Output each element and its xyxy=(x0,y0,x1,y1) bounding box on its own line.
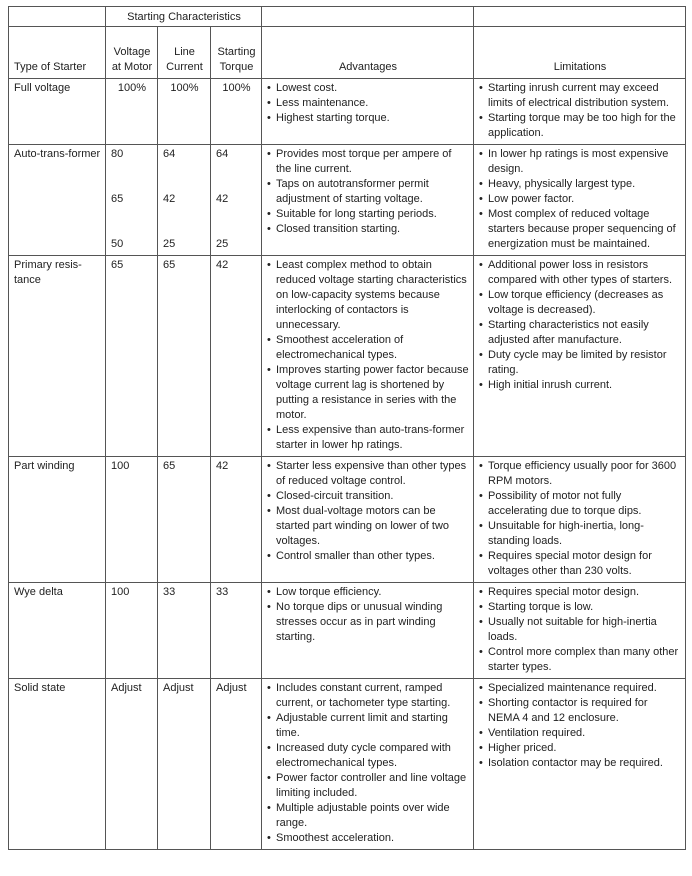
table-row-full-voltage xyxy=(9,79,686,145)
advantage-item: • Adjustable current limit and starting time. xyxy=(267,711,469,741)
voltage-at-motor-header: Voltage at Motor xyxy=(106,27,158,79)
advantage-item: • Smoothest acceleration. xyxy=(267,831,469,846)
advantage-item: • Starter less expensive than other types of reduced voltage control. xyxy=(267,459,469,489)
advantages-list xyxy=(267,459,469,564)
starting-torque-value: 42 xyxy=(216,460,229,472)
limitation-item: • Torque efficiency usually poor for 3600 RPM motors. xyxy=(479,459,681,489)
limitation-item: • Heavy, physically largest type. xyxy=(479,177,681,192)
table-row-wye-delta xyxy=(9,583,686,679)
voltage-value: 100 xyxy=(111,460,130,472)
table-row-solid-state xyxy=(9,679,686,850)
limitation-item: • Ventilation required. xyxy=(479,726,681,741)
advantage-item: • Control smaller than other types. xyxy=(267,549,469,564)
line-current-value: 25 xyxy=(163,238,176,250)
advantages-list xyxy=(267,147,469,237)
limitations-cell xyxy=(474,679,686,850)
advantage-item: • No torque dips or unusual winding stresses occur as in part winding starting. xyxy=(267,600,469,645)
starting-torque-value: 25 xyxy=(216,238,229,250)
starting-torque-value: 42 xyxy=(216,259,229,271)
voltage-cell xyxy=(106,583,158,679)
limitations-cell xyxy=(474,457,686,583)
line-current-header: Line Current xyxy=(158,27,211,79)
header-row xyxy=(9,27,686,79)
type-of-starter-header: Type of Starter xyxy=(9,27,106,79)
voltage-value: 65 xyxy=(111,259,124,271)
starting-torque-value: Adjust xyxy=(216,682,247,694)
line-current-cell xyxy=(158,457,211,583)
voltage-value: 80 xyxy=(111,148,124,160)
starting-torque-cell xyxy=(211,679,262,850)
limitations-cell xyxy=(474,256,686,457)
line-current-cell xyxy=(158,679,211,850)
advantage-item: • Multiple adjustable points over wide range. xyxy=(267,801,469,831)
line-current-value: 64 xyxy=(163,148,176,160)
starter-type-cell: Full voltage xyxy=(9,79,106,145)
limitation-item: • Low power factor. xyxy=(479,192,681,207)
advantage-item: • Lowest cost. xyxy=(267,81,469,96)
limitation-item: • Control more complex than many other starter types. xyxy=(479,645,681,675)
voltage-value: 100% xyxy=(117,82,147,94)
header-group-row xyxy=(9,7,686,27)
limitation-item: • High initial inrush current. xyxy=(479,378,681,393)
line-current-value: 65 xyxy=(163,259,176,271)
limitation-item: • Starting inrush current may exceed limits of electrical distribution system. xyxy=(479,81,681,111)
starting-torque-value: 64 xyxy=(216,148,229,160)
advantage-item: • Highest starting torque. xyxy=(267,111,469,126)
limitation-item: • In lower hp ratings is most expensive design. xyxy=(479,147,681,177)
voltage-cell xyxy=(106,457,158,583)
advantage-item: • Provides most torque per ampere of the line current. xyxy=(267,147,469,177)
limitations-list xyxy=(479,459,681,579)
starting-torque-value: 33 xyxy=(216,586,229,598)
starting-torque-cell xyxy=(211,79,262,145)
limitation-item: • Unsuitable for high-inertia, long-standing loads. xyxy=(479,519,681,549)
starter-type-cell: Primary resis-tance xyxy=(9,256,106,457)
limitation-item: • Isolation contactor may be required. xyxy=(479,756,681,771)
header-blank-cell xyxy=(9,7,106,27)
starting-torque-cell xyxy=(211,256,262,457)
table-row-auto-trans-former xyxy=(9,145,686,256)
advantages-list xyxy=(267,258,469,453)
limitations-list xyxy=(479,81,681,141)
limitation-item: • Shorting contactor is required for NEMA 4 and 12 enclosure. xyxy=(479,696,681,726)
line-current-cell xyxy=(158,583,211,679)
advantages-list xyxy=(267,681,469,846)
advantages-cell xyxy=(262,583,474,679)
line-current-value: 42 xyxy=(163,193,176,205)
header-blank-cell xyxy=(474,7,686,27)
voltage-value: 50 xyxy=(111,238,124,250)
voltage-cell xyxy=(106,679,158,850)
advantage-item: • Increased duty cycle compared with electromechanical types. xyxy=(267,741,469,771)
line-current-value: 33 xyxy=(163,586,176,598)
voltage-value: 65 xyxy=(111,193,124,205)
voltage-cell xyxy=(106,145,158,256)
limitation-item: • Starting torque may be too high for the application. xyxy=(479,111,681,141)
limitation-item: • Starting torque is low. xyxy=(479,600,681,615)
advantage-item: • Closed-circuit transition. xyxy=(267,489,469,504)
voltage-cell xyxy=(106,79,158,145)
starting-torque-cell xyxy=(211,583,262,679)
line-current-cell xyxy=(158,256,211,457)
advantages-header: Advantages xyxy=(262,27,474,79)
starting-torque-value: 42 xyxy=(216,193,229,205)
starting-characteristics-heading: Starting Characteristics xyxy=(106,7,262,27)
limitation-item: • Duty cycle may be limited by resistor rating. xyxy=(479,348,681,378)
limitations-header: Limitations xyxy=(474,27,686,79)
starting-torque-cell xyxy=(211,457,262,583)
limitation-item: • Higher priced. xyxy=(479,741,681,756)
advantage-item: • Least complex method to obtain reduced voltage starting characteristics on low-capacity systems because interlocking of contactors is unnecessary. xyxy=(267,258,469,333)
advantage-item: • Smoothest acceleration of electromechanical types. xyxy=(267,333,469,363)
line-current-value: 100% xyxy=(170,82,199,94)
advantages-cell xyxy=(262,79,474,145)
advantages-cell xyxy=(262,679,474,850)
advantage-item: • Improves starting power factor because voltage current lag is shortened by putting a resistance in series with the motor. xyxy=(267,363,469,423)
limitations-list xyxy=(479,258,681,393)
starter-type-cell: Part winding xyxy=(9,457,106,583)
starting-torque-value: 100% xyxy=(222,82,251,94)
advantages-cell xyxy=(262,256,474,457)
table-row-primary-resis-tance xyxy=(9,256,686,457)
line-current-value: 65 xyxy=(163,460,176,472)
voltage-value: Adjust xyxy=(111,682,142,694)
limitation-item: • Usually not suitable for high-inertia loads. xyxy=(479,615,681,645)
header-blank-cell xyxy=(262,7,474,27)
voltage-cell xyxy=(106,256,158,457)
limitations-list xyxy=(479,681,681,771)
limitations-cell xyxy=(474,145,686,256)
limitation-item: • Requires special motor design. xyxy=(479,585,681,600)
voltage-value: 100 xyxy=(111,586,130,598)
line-current-cell xyxy=(158,145,211,256)
line-current-cell xyxy=(158,79,211,145)
advantage-item: • Suitable for long starting periods. xyxy=(267,207,469,222)
advantage-item: • Less maintenance. xyxy=(267,96,469,111)
advantage-item: • Taps on autotransformer permit adjustment of starting voltage. xyxy=(267,177,469,207)
starter-type-cell: Wye delta xyxy=(9,583,106,679)
limitation-item: • Low torque efficiency (decreases as voltage is decreased). xyxy=(479,288,681,318)
limitation-item: • Starting characteristics not easily adjusted after manufacture. xyxy=(479,318,681,348)
advantages-list xyxy=(267,585,469,645)
starter-comparison-table xyxy=(8,6,686,850)
limitations-cell xyxy=(474,583,686,679)
table-row-part-winding xyxy=(9,457,686,583)
table-body xyxy=(9,79,686,850)
starting-torque-header: Starting Torque xyxy=(211,27,262,79)
limitations-cell xyxy=(474,79,686,145)
advantages-cell xyxy=(262,145,474,256)
advantage-item: • Power factor controller and line voltage limiting included. xyxy=(267,771,469,801)
limitation-item: • Requires special motor design for voltages other than 230 volts. xyxy=(479,549,681,579)
limitations-list xyxy=(479,147,681,252)
advantages-cell xyxy=(262,457,474,583)
advantage-item: • Less expensive than auto-trans-former starter in lower hp ratings. xyxy=(267,423,469,453)
starter-type-cell: Solid state xyxy=(9,679,106,850)
starter-type-cell: Auto-trans-former xyxy=(9,145,106,256)
advantages-list xyxy=(267,81,469,126)
limitation-item: • Additional power loss in resistors compared with other types of starters. xyxy=(479,258,681,288)
line-current-value: Adjust xyxy=(163,682,194,694)
advantage-item: • Low torque efficiency. xyxy=(267,585,469,600)
advantage-item: • Includes constant current, ramped current, or tachometer type starting. xyxy=(267,681,469,711)
advantage-item: • Closed transition starting. xyxy=(267,222,469,237)
advantage-item: • Most dual-voltage motors can be started part winding on lower of two voltages. xyxy=(267,504,469,549)
limitations-list xyxy=(479,585,681,675)
limitation-item: • Possibility of motor not fully accelerating due to torque dips. xyxy=(479,489,681,519)
limitation-item: • Specialized maintenance required. xyxy=(479,681,681,696)
limitation-item: • Most complex of reduced voltage starters because proper sequencing of energization must be maintained. xyxy=(479,207,681,252)
starting-torque-cell xyxy=(211,145,262,256)
